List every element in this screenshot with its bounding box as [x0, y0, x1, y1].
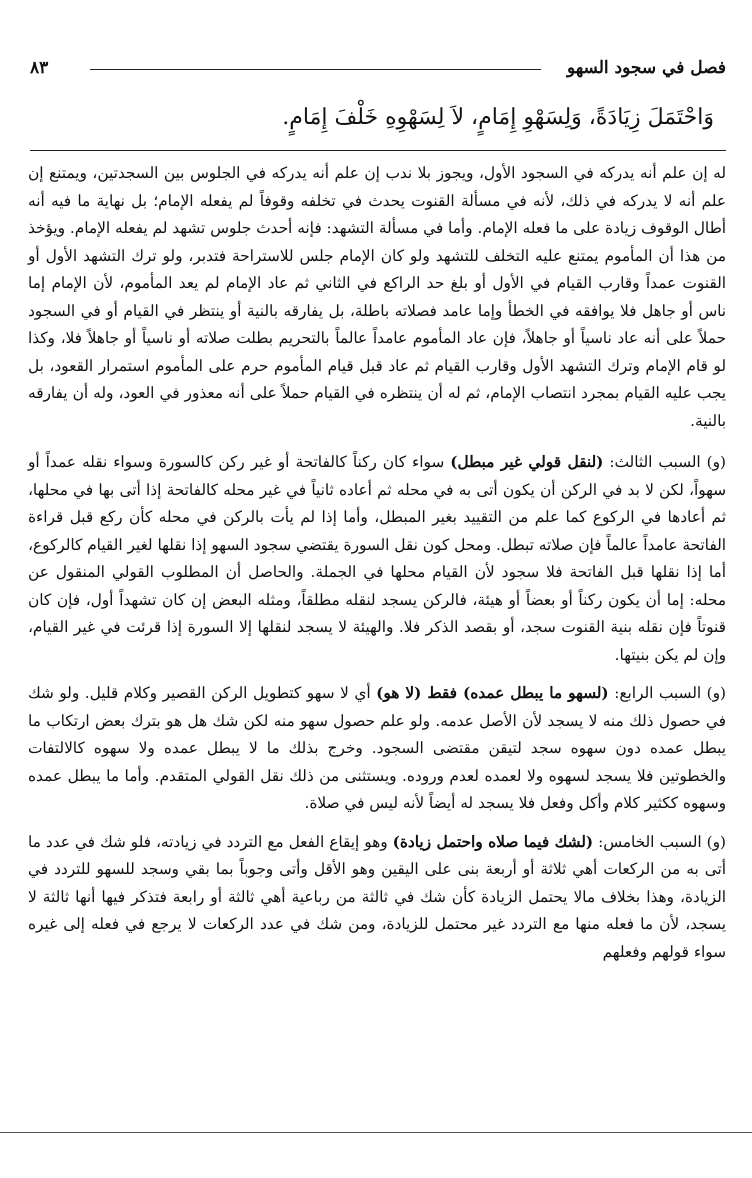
paragraph-text: أي لا سهو كتطويل الركن القصير وكلام قليل. ولو شك في حصول ذلك منه لا يسجد لأن الأصل عدمه. ولو علم حصول سهو منه لكن شك هل هو بترك بعض ارتكاب ما يبطل عمده دون سهوه سجد لتيقن مقتضى السجود. وخرج بذلك ما لا يبطل عمده ولا سهوه كالالتفات والخطوتين فلا يسجد لسهوه ولا لعمده لعدم وروده. ويستثنى من ذلك نقل القولي المتقدم. وأما ما يبطل عمده وسهوه ككثير كلام وأكل وفعل فلا يسجد له أيضاً لأنه ليس في صلاة. — [28, 684, 726, 812]
paragraph-third-cause — [28, 449, 726, 669]
paragraph-lead: (و) السبب الثالث: — [603, 453, 726, 471]
matn-quote: (لسهو ما يبطل عمده) فقط (لا هو) — [376, 684, 609, 702]
paragraph-fifth-cause — [28, 829, 726, 967]
bottom-rule — [0, 1132, 752, 1133]
matn-divider — [30, 150, 726, 151]
commentary-body — [28, 160, 726, 977]
paragraph-lead: (و) السبب الرابع: — [608, 684, 726, 702]
running-header — [30, 58, 726, 82]
matn-quote: (لشك فيما صلاه واحتمل زيادة) — [392, 832, 594, 851]
header-rule — [90, 69, 541, 70]
paragraph-lead: (و) السبب الخامس: — [593, 832, 726, 851]
paragraph-text: وهو إيقاع الفعل مع التردد في زيادته، فلو شك في عدد ما أتى به من الركعات أهي ثلاثة أو أربعة بنى على اليقين وهو الأقل وأتى وجوباً بما بقي وسجد للسهو للتردد في الزيادة، وهذا بخلاف مالا يحتمل الزيادة كأن شك في ثالثة من رباعية أهي ثالثة أو رابعة فتذكر فيها أنها ثالثة لا يسجد، لأن ما فعله منها مع التردد غير محتمل للزيادة، ومن شك في عدد الركعات لا يرجع في فعله إلى غيره سواء قولهم وفعلهم — [28, 832, 726, 961]
paragraph-continuation: له إن علم أنه يدركه في السجود الأول، ويجوز بلا ندب إن علم أنه يدركه في الجلوس بين السجدتين، ويمتنع إن علم أنه لا يدركه في ذلك، لأنه في مسألة القنوت يحدث في تخلفه وقوفاً لم يفعله الإمام؛ بل نهاية ما فيه أنه أطال الوقوف زيادة على ما فعله الإمام. وأما في مسألة التشهد: فإنه أحدث جلوس تشهد لم يفعله الإمام. ويؤخذ من هذا أن المأموم يمتنع عليه التخلف للتشهد ولو كان الإمام جلس للاستراحة فتدبر، ولو ترك التشهد الأول أو القنوت عمداً وقارب القيام في الأول أو بلغ حد الراكع في الثاني ثم عاد الإمام لم يعد المأموم، لأن الإمام إما ناس أو جاهل فلا يوافقه في الخطأ وإما عامد فصلاته باطلة، بل يفارقه بالنية أو ينتظر في القيام أو في السجود حملاً على أنه عاد ناسياً أو جاهلاً، فإن عاد المأموم عامداً عالماً بالتحريم بطلت صلاته أو ناسياً أو جاهلاً فلا، وكذا لو قام الإمام وترك التشهد الأول وقارب القيام ثم عاد قبل قيام المأموم حرم على المأموم استمرار القعود، بل يجب عليه القيام بمجرد انتصاب الإمام، ثم له أن ينتظره في القيام حملاً على أنه معذور في العود، وله أن يفارقه بالنية. — [28, 164, 726, 430]
page-number: ٨٣ — [30, 58, 49, 78]
paragraph-text: سواء كان ركناً كالفاتحة أو غير ركن كالسورة وسواء نقله عمداً أو سهواً، لكن لا بد في الركن أن يكون أتى به في محله ثم أعاده ثانياً في غير محله كالفاتحة إذا أتى بها في محلها، ثم أعادها في الركوع كما علم من التقييد بغير المبطل، وأما إذا لم يأت بالركن في محله كأن ركع قبل قراءة الفاتحة عامداً عالماً فإن صلاته تبطل. ومحل كون نقل السورة يقتضي سجود السهو إذا نقلها لغير القيام كالركوع، أما إذا نقلها قبل الفاتحة فلا سجود لأن القيام محلها في الجملة. والحاصل أن المطلوب القولي المنقول عن محله: إما أن يكون ركناً أو بعضاً أو هيئة، فالركن يسجد لنقله مطلقاً، ومثله البعض إن كان تشهداً أول، فإن كان قنوتاً فإن نقله بنية القنوت سجد، أو بقصد الذكر فلا. والهيئة لا يسجد لنقلها إلا السورة إذا قرئت في غير القيام، وإن لم يكن بنيتها. — [28, 453, 726, 664]
matn-quote: (لنقل قولي غير مبطل) — [450, 453, 604, 471]
matn-verse: وَاحْتَمَلَ زِيَادَةً، وَلِسَهْوِ إِمَامٍ، لاَ لِسَهْوِهِ خَلْفَ إِمَامٍ. — [282, 105, 714, 130]
paragraph-fourth-cause — [28, 680, 726, 818]
chapter-title: فصل في سجود السهو — [566, 58, 726, 78]
